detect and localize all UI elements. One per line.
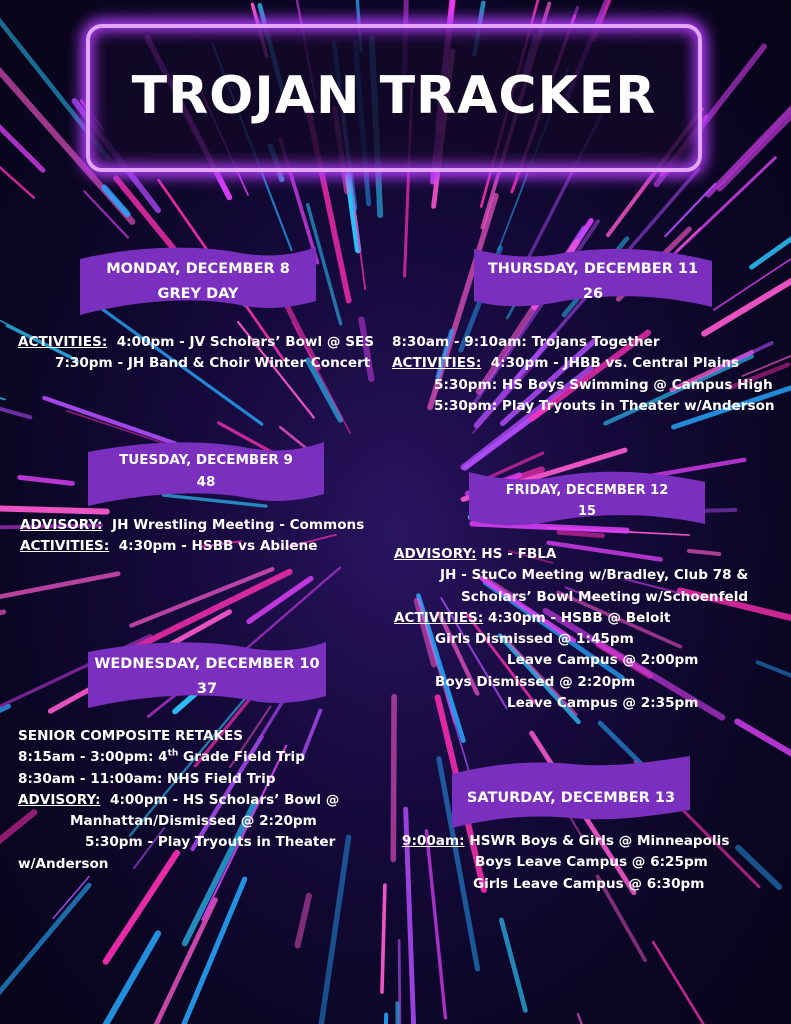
advisory-label: ADVISORY: — [20, 517, 103, 533]
speed-line — [628, 169, 699, 251]
monday-heading: MONDAY, DECEMBER 8 — [106, 261, 290, 277]
speed-line — [84, 192, 127, 238]
title-frame — [86, 24, 702, 172]
speed-line — [578, 1014, 652, 1024]
speed-line — [298, 896, 309, 946]
monday-line-2: 7:30pm - JH Band & Choir Winter Concert — [55, 355, 371, 372]
speed-line — [397, 1003, 398, 1024]
friday-details — [394, 544, 748, 714]
friday-line-6: Leave Campus @ 2:00pm — [507, 652, 699, 669]
speed-line — [501, 920, 525, 1011]
activities-label: ACTIVITIES: — [394, 609, 484, 626]
tuesday-line-1: JH Wrestling Meeting - Commons — [112, 517, 365, 533]
friday-line-7: Boys Dismissed @ 2:20pm — [435, 673, 636, 690]
friday-heading: FRIDAY, DECEMBER 12 — [505, 483, 669, 498]
saturday-line-1: HSWR Boys & Girls @ Minneapolis — [469, 833, 730, 849]
saturday-banner — [452, 756, 690, 828]
speed-line — [0, 508, 107, 511]
wednesday-line-5: Manhattan/Dismissed @ 2:20pm — [70, 813, 317, 830]
speed-line — [53, 877, 89, 919]
thursday-banner — [474, 245, 712, 315]
speed-line — [708, 34, 791, 195]
page-title: TROJAN TRACKER — [131, 66, 657, 126]
friday-line-1: HS - FBLA — [481, 546, 557, 562]
speed-line — [382, 885, 385, 992]
wednesday-line-6: 5:30pm - Play Tryouts in Theater — [85, 834, 336, 851]
friday-subheading: 15 — [577, 504, 597, 519]
thursday-details — [392, 332, 775, 417]
thursday-subheading: 26 — [582, 286, 604, 302]
saturday-line-3: Girls Leave Campus @ 6:30pm — [473, 875, 705, 892]
speed-line — [158, 879, 245, 1024]
speed-line — [399, 940, 401, 1024]
speed-line — [0, 706, 9, 796]
tuesday-details — [20, 515, 364, 558]
saturday-details — [402, 831, 729, 895]
wednesday-banner — [88, 640, 326, 708]
thursday-line-3: 5:30pm: HS Boys Swimming @ Campus High — [434, 376, 773, 393]
speed-line — [20, 477, 73, 483]
friday-line-5: Girls Dismissed @ 1:45pm — [435, 631, 634, 648]
speed-line — [653, 942, 723, 1024]
tuesday-line-2: 4:30pm - HSBB vs Abilene — [118, 538, 318, 555]
wednesday-line-7: w/Anderson — [18, 855, 109, 872]
wednesday-line-2: 8:15am - 3:00pm: 4th Grade Field Trip — [18, 748, 305, 766]
speed-line — [0, 367, 5, 399]
monday-subheading: GREY DAY — [157, 286, 239, 302]
tuesday-subheading: 48 — [196, 474, 216, 490]
thursday-line-1: 8:30am - 9:10am: Trojans Together — [392, 334, 660, 350]
speed-line — [382, 1015, 386, 1024]
tuesday-heading: TUESDAY, DECEMBER 9 — [119, 452, 293, 468]
wednesday-heading: WEDNESDAY, DECEMBER 10 — [94, 656, 320, 672]
speed-line — [752, 169, 791, 267]
speed-line — [737, 722, 791, 815]
speed-line — [0, 43, 43, 170]
speed-line — [0, 885, 89, 1004]
wednesday-line-1: SENIOR COMPOSITE RETAKES — [18, 728, 244, 744]
monday-banner — [80, 245, 316, 315]
monday-details — [18, 332, 374, 375]
speed-line — [0, 384, 30, 418]
wednesday-details — [18, 726, 339, 875]
friday-line-4: 4:30pm - HSBB @ Beloit — [487, 609, 671, 626]
speed-line — [393, 697, 394, 860]
activities-label: ACTIVITIES: — [392, 355, 482, 372]
advisory-label: ADVISORY: — [18, 791, 101, 808]
time-label: 9:00am: — [402, 833, 465, 849]
wednesday-line-4: 4:00pm - HS Scholars’ Bowl @ — [110, 791, 340, 808]
friday-line-3: Scholars’ Bowl Meeting w/Schoenfeld — [461, 588, 749, 605]
monday-line-1: 4:00pm - JV Scholars’ Bowl @ SES — [116, 334, 375, 350]
wednesday-line-3: 8:30am - 11:00am: NHS Field Trip — [18, 770, 276, 787]
activities-label: ACTIVITIES: — [18, 334, 108, 350]
wednesday-subheading: 37 — [196, 681, 218, 697]
friday-line-8: Leave Campus @ 2:35pm — [507, 695, 699, 712]
speed-line — [758, 662, 791, 720]
speed-line — [0, 574, 118, 597]
friday-banner — [469, 468, 705, 530]
speed-line — [559, 532, 603, 535]
speed-line — [738, 848, 779, 887]
speed-line — [44, 398, 175, 443]
advisory-label: ADVISORY: — [394, 546, 477, 562]
thursday-heading: THURSDAY, DECEMBER 11 — [487, 261, 699, 277]
speed-line — [0, 612, 4, 649]
thursday-line-4: 5:30pm: Play Tryouts in Theater w/Anderson — [434, 397, 775, 414]
saturday-line-2: Boys Leave Campus @ 6:25pm — [475, 854, 708, 871]
tuesday-banner — [88, 440, 324, 506]
saturday-heading: SATURDAY, DECEMBER 13 — [466, 790, 676, 806]
thursday-line-2: 4:30pm - JHBB vs. Central Plains — [490, 355, 740, 372]
friday-line-2: JH - StuCo Meeting w/Bradley, Club 78 & — [440, 567, 749, 584]
activities-label: ACTIVITIES: — [20, 538, 110, 555]
